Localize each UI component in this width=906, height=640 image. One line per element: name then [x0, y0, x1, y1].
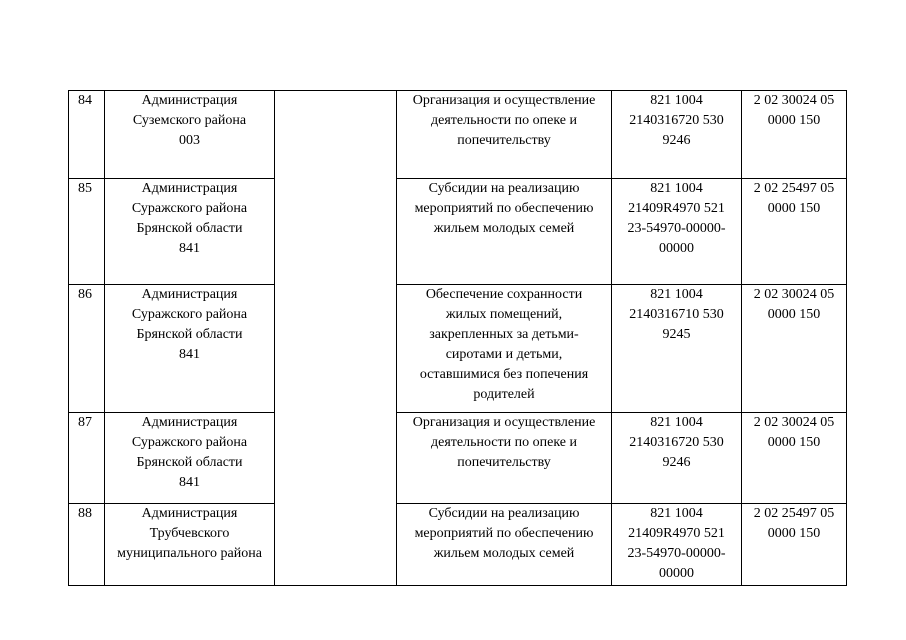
budget-code-line: 821 1004	[650, 415, 703, 430]
row-number: 87	[69, 413, 105, 504]
budget-code-cell	[612, 179, 742, 285]
purpose-line: жилых помещений,	[445, 307, 563, 322]
budget-code-line: 2140316710 530	[629, 307, 724, 322]
row-number: 86	[69, 285, 105, 413]
organization-line: Суражского района	[131, 435, 248, 450]
table-body	[69, 91, 847, 586]
purpose-line: Субсидии на реализацию	[428, 506, 580, 521]
budget-code-line: 9246	[662, 455, 691, 470]
organization-line: Брянской области	[136, 455, 243, 470]
purpose-cell	[397, 179, 612, 285]
purpose-line: попечительству	[457, 133, 551, 148]
revenue-code-line: 2 02 30024 05	[753, 287, 835, 302]
row-number: 84	[69, 91, 105, 179]
budget-code-line: 9245	[662, 327, 691, 342]
budget-code-line: 21409R4970 521	[628, 526, 725, 541]
purpose-line: жильем молодых семей	[433, 221, 575, 236]
revenue-code-line: 0000 150	[767, 307, 821, 322]
organization-line: Суражского района	[131, 201, 248, 216]
organization-line: Брянской области	[136, 221, 243, 236]
budget-code-line: 9246	[662, 133, 691, 148]
organization-line: Администрация	[141, 93, 238, 108]
empty-cell	[275, 91, 397, 179]
organization-cell	[105, 91, 275, 179]
budget-code-line: 23-54970-00000-	[627, 546, 726, 561]
purpose-line: деятельности по опеке и	[430, 435, 577, 450]
budget-code-line: 821 1004	[650, 506, 703, 521]
organization-line: Брянской области	[136, 327, 243, 342]
organization-line: Администрация	[141, 415, 238, 430]
purpose-cell	[397, 285, 612, 413]
purpose-line: мероприятий по обеспечению	[414, 201, 594, 216]
revenue-code-cell	[742, 179, 847, 285]
purpose-line: сиротами и детьми,	[445, 347, 563, 362]
revenue-code-cell	[742, 91, 847, 179]
budget-code-line: 2140316720 530	[629, 113, 724, 128]
revenue-code-line: 2 02 25497 05	[753, 506, 835, 521]
revenue-code-line: 0000 150	[767, 201, 821, 216]
purpose-cell	[397, 504, 612, 586]
organization-line: 841	[179, 475, 200, 490]
revenue-code-line: 2 02 30024 05	[753, 93, 835, 108]
budget-code-line: 821 1004	[650, 93, 703, 108]
budget-code-line: 821 1004	[650, 287, 703, 302]
organization-line: 003	[179, 133, 200, 148]
purpose-line: Организация и осуществление	[412, 415, 596, 430]
budget-code-cell	[612, 504, 742, 586]
table-row	[69, 285, 847, 413]
organization-line: Суражского района	[131, 307, 248, 322]
purpose-line: закрепленных за детьми-	[429, 327, 579, 342]
budget-code-cell	[612, 285, 742, 413]
budget-code-line: 821 1004	[650, 181, 703, 196]
organization-line: Суземского района	[132, 113, 247, 128]
empty-cell	[275, 504, 397, 586]
budget-code-cell	[612, 413, 742, 504]
purpose-line: оставшимися без попечения	[419, 367, 589, 382]
budget-code-line: 23-54970-00000-	[627, 221, 726, 236]
table-row	[69, 413, 847, 504]
table-row	[69, 179, 847, 285]
purpose-line: Организация и осуществление	[412, 93, 596, 108]
revenue-code-cell	[742, 285, 847, 413]
organization-line: Администрация	[141, 506, 238, 521]
organization-line: Администрация	[141, 181, 238, 196]
budget-code-cell	[612, 91, 742, 179]
budget-code-line: 00000	[659, 241, 694, 256]
budget-code-line: 2140316720 530	[629, 435, 724, 450]
budget-code-line: 21409R4970 521	[628, 201, 725, 216]
table-row	[69, 91, 847, 179]
row-number: 85	[69, 179, 105, 285]
purpose-cell	[397, 413, 612, 504]
purpose-cell	[397, 91, 612, 179]
organization-line: 841	[179, 241, 200, 256]
allocation-table	[68, 90, 847, 586]
revenue-code-line: 0000 150	[767, 113, 821, 128]
organization-cell	[105, 179, 275, 285]
budget-code-line: 00000	[659, 566, 694, 581]
revenue-code-cell	[742, 413, 847, 504]
revenue-code-line: 2 02 30024 05	[753, 415, 835, 430]
purpose-line: жильем молодых семей	[433, 546, 575, 561]
revenue-code-line: 0000 150	[767, 526, 821, 541]
purpose-line: мероприятий по обеспечению	[414, 526, 594, 541]
table-row	[69, 504, 847, 586]
purpose-line: деятельности по опеке и	[430, 113, 577, 128]
revenue-code-line: 2 02 25497 05	[753, 181, 835, 196]
organization-line: 841	[179, 347, 200, 362]
empty-cell	[275, 285, 397, 413]
purpose-line: попечительству	[457, 455, 551, 470]
organization-cell	[105, 504, 275, 586]
organization-line: муниципального района	[117, 546, 262, 561]
purpose-line: родителей	[473, 387, 535, 402]
organization-line: Администрация	[141, 287, 238, 302]
organization-cell	[105, 413, 275, 504]
purpose-line: Обеспечение сохранности	[425, 287, 583, 302]
empty-cell	[275, 413, 397, 504]
revenue-code-line: 0000 150	[767, 435, 821, 450]
empty-cell	[275, 179, 397, 285]
revenue-code-cell	[742, 504, 847, 586]
organization-cell	[105, 285, 275, 413]
row-number: 88	[69, 504, 105, 586]
purpose-line: Субсидии на реализацию	[428, 181, 580, 196]
organization-line: Трубчевского	[149, 526, 230, 541]
